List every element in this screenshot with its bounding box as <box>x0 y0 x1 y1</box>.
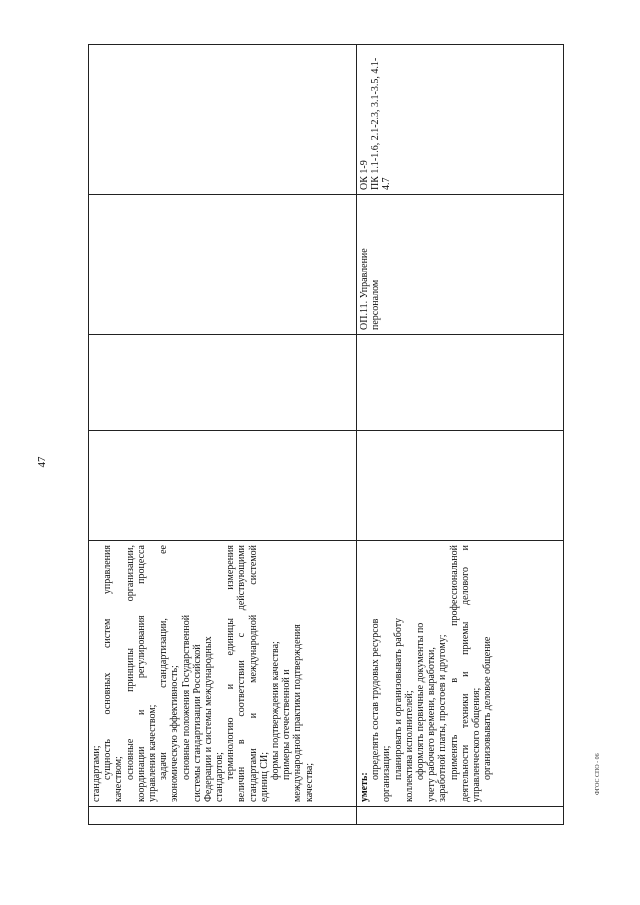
curriculum-table <box>88 44 564 825</box>
content-line: коллектива исполнителей; <box>403 690 415 802</box>
hours-cell <box>357 431 564 541</box>
discipline-cell <box>89 195 357 335</box>
content-line: терминологию и единицы измерения <box>225 545 237 780</box>
content-line: стандартами; <box>91 745 102 802</box>
content-line: качеством; <box>113 756 125 802</box>
content-line: организации; <box>381 745 393 802</box>
hours-cell <box>357 335 564 431</box>
content-line: единиц СИ; <box>258 752 270 802</box>
content-line: экономическую эффективность; <box>169 665 181 802</box>
content-line: уметь: <box>359 772 370 802</box>
index-cell <box>89 807 357 825</box>
content-line: планировать и организовывать работу <box>392 618 404 780</box>
content-line: заработной платы, простоев и другому; <box>437 634 449 802</box>
content-line: определять состав трудовых ресурсов <box>370 618 382 780</box>
content-line: стандартами и международной системой <box>247 545 259 802</box>
rotated-page-content <box>88 45 563 825</box>
table-row-skills <box>357 45 564 825</box>
content-line: организовывать деловое общение <box>482 636 494 780</box>
table-row-knowledge <box>89 45 357 825</box>
content-line: управленческого общения; <box>470 687 482 802</box>
content-line: стандартов; <box>214 752 226 802</box>
hours-cell <box>89 431 357 541</box>
content-line: примеры отечественной и <box>281 669 293 780</box>
content-line: управления качеством; <box>146 704 158 802</box>
content-line: оформлять первичные документы по <box>414 622 426 780</box>
content-line: сущность основных систем управления <box>102 545 114 780</box>
content-line: формы подтверждения качества; <box>270 641 281 780</box>
page-number: 47 <box>36 456 48 468</box>
discipline-cell: ОП.11. Управление персоналом <box>357 195 564 335</box>
competencies-cell <box>89 45 357 195</box>
content-cell <box>357 541 564 807</box>
content-line: международной практики подтверждения <box>292 624 304 802</box>
content-line: деятельности техники и приемы делового и <box>459 545 471 802</box>
content-line: Федерации и системы международных <box>202 636 214 802</box>
content-line: качества; <box>303 762 315 802</box>
content-line: системы стандартизации Российской <box>191 644 203 802</box>
content-line: учету рабочего времени, выработки, <box>426 647 438 802</box>
content-line: применять в профессиональной <box>448 545 460 780</box>
footer-code: ФГОС СПО - 06 <box>595 753 601 795</box>
competencies-cell: ОК 1-9 ПК 1.1-1.6, 2.1-2.3, 3.1-3.5, 4.1-4.7 <box>357 45 564 195</box>
content-line: величин в соответствии с действующими <box>236 545 248 802</box>
content-line: координации и регулирования процесса <box>135 545 147 802</box>
content-cell <box>89 541 357 807</box>
index-cell <box>357 807 564 825</box>
content-line: основные положения Государственной <box>180 614 192 780</box>
hours-cell <box>89 335 357 431</box>
content-line: задачи стандартизации, ее <box>158 545 170 780</box>
content-line: основные принципы организации, <box>124 545 136 780</box>
